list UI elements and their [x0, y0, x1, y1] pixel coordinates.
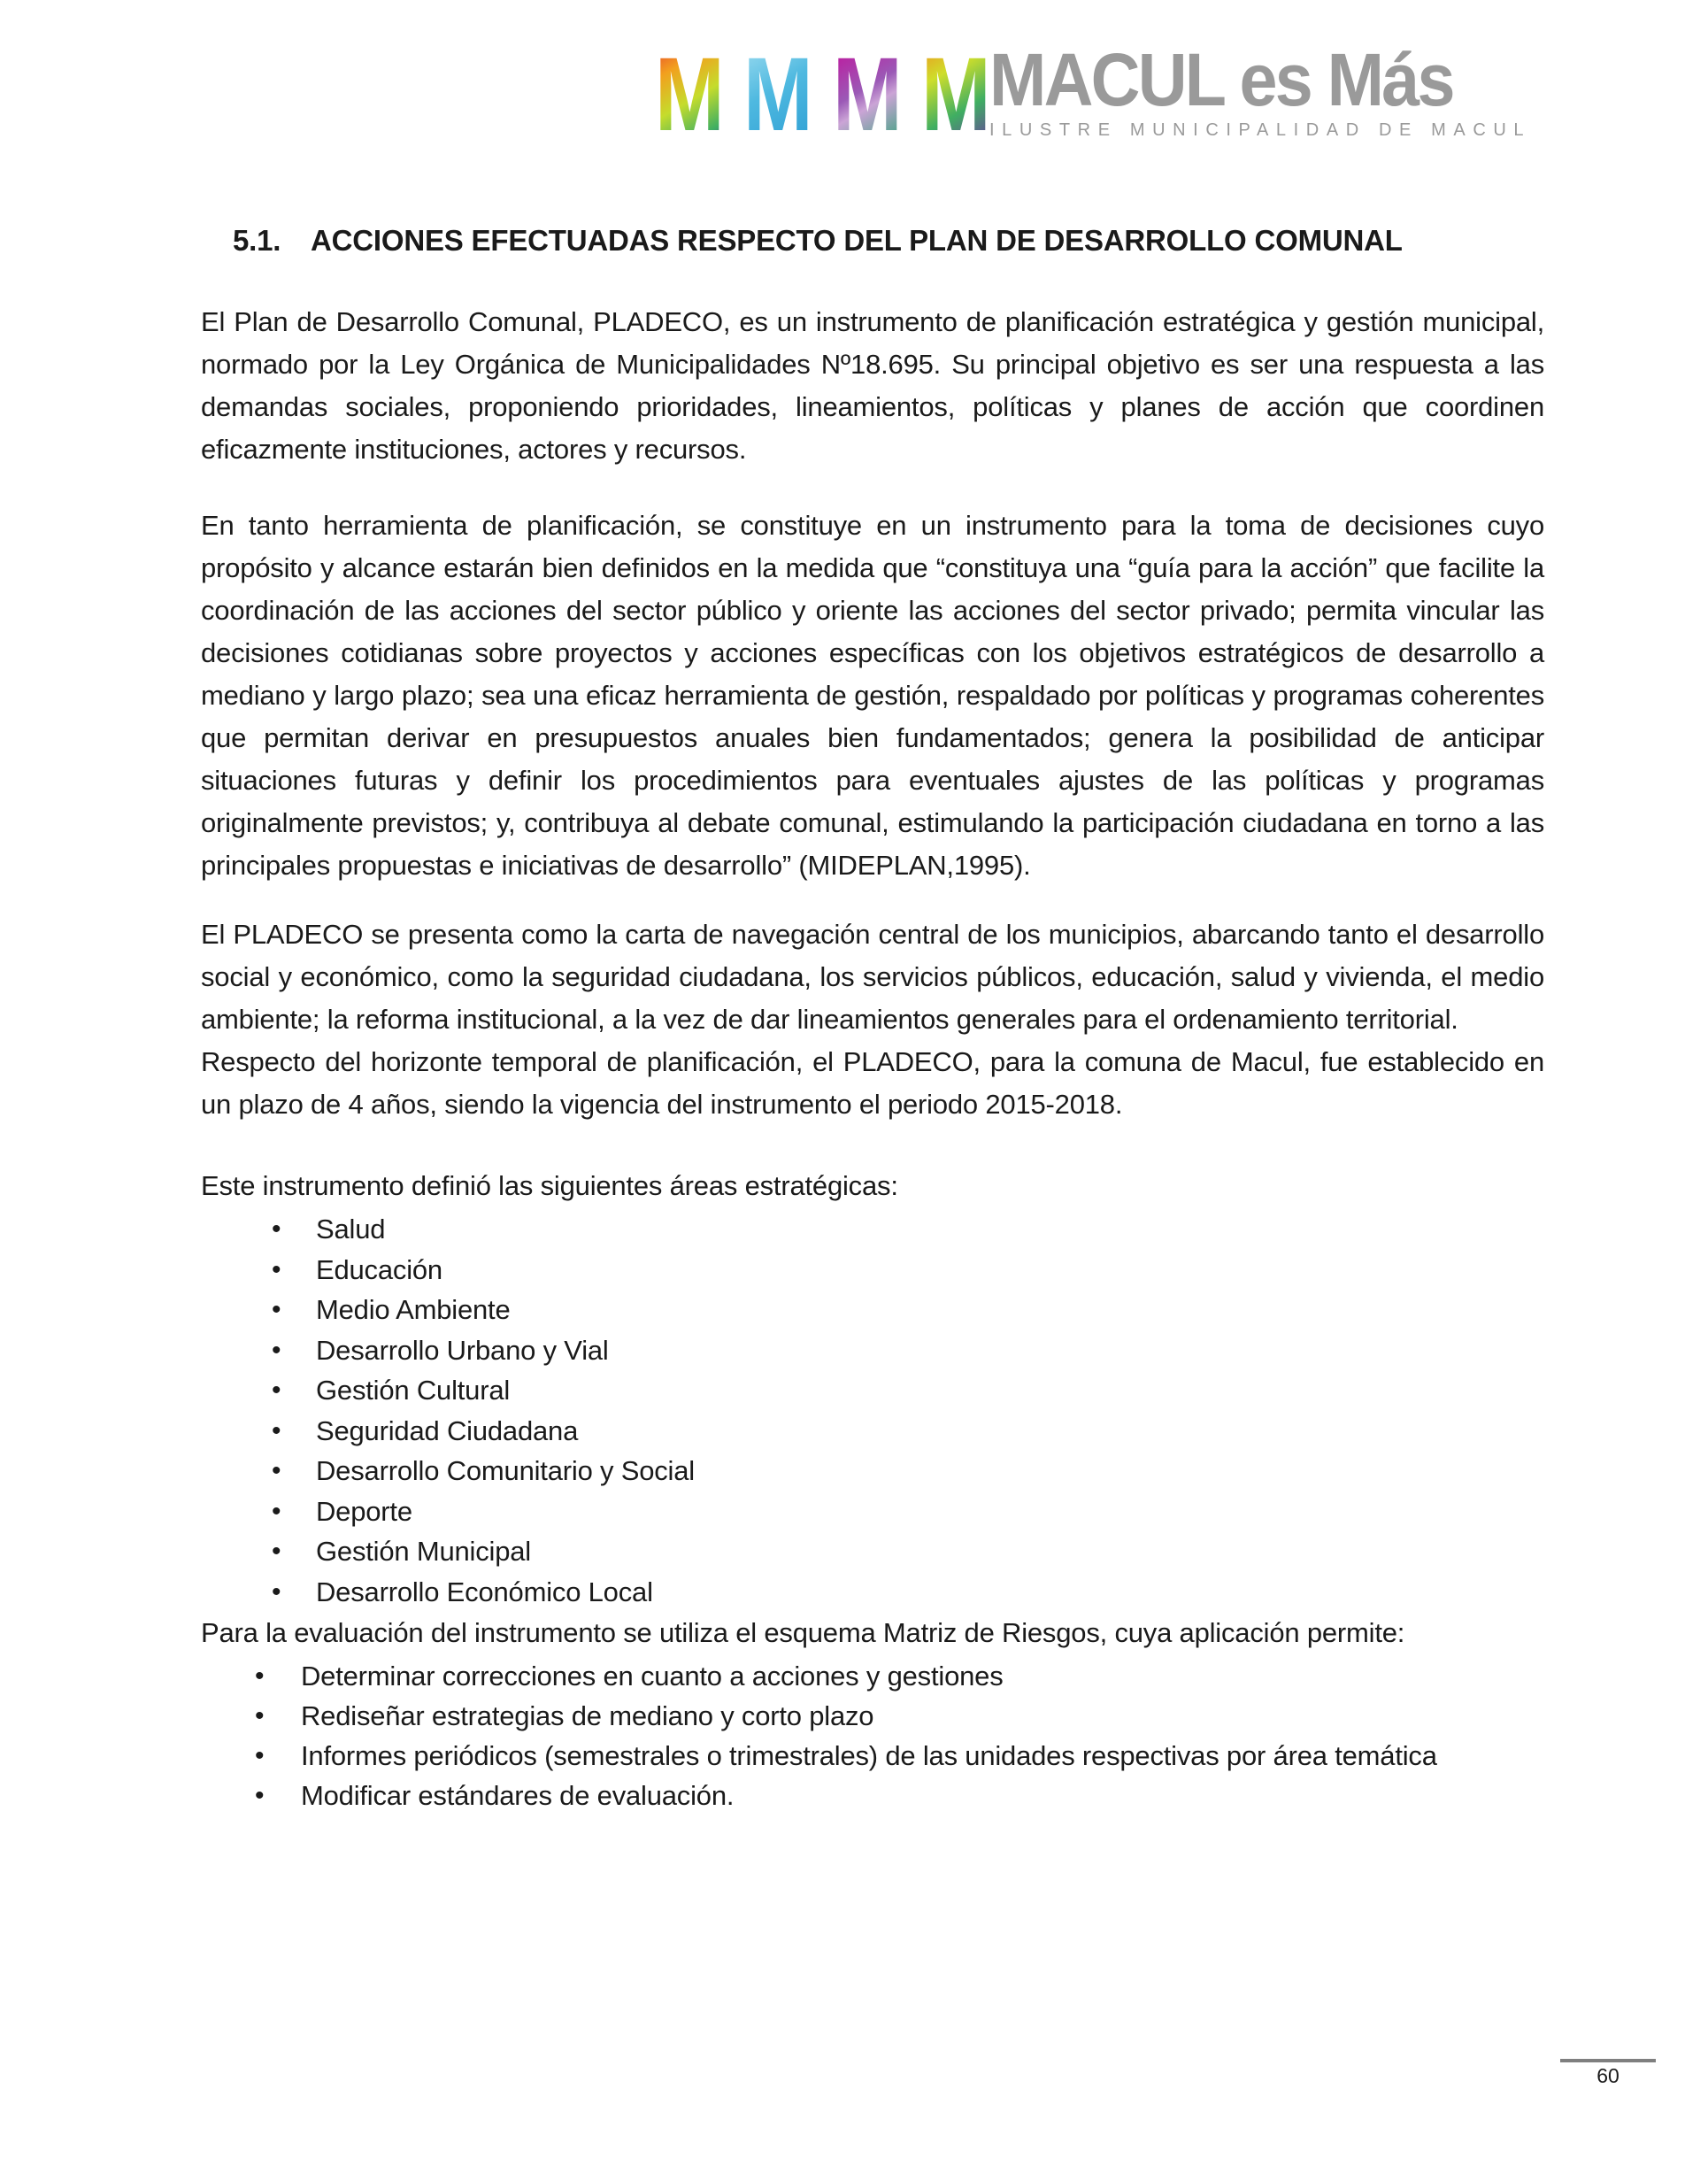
- list-item: • Determinar correcciones en cuanto a acciones y gestiones: [255, 1656, 1544, 1696]
- section-number: 5.1.: [233, 224, 281, 257]
- logo-subtitle: ILUSTRE MUNICIPALIDAD DE MACUL: [989, 120, 1532, 140]
- logo-m-icon: M: [655, 36, 722, 153]
- list-item: • Desarrollo Urbano y Vial: [272, 1330, 1544, 1371]
- logo-m-icon: M: [832, 36, 900, 153]
- page-footer: [1560, 2059, 1656, 2087]
- list-item: • Modificar estándares de evaluación.: [255, 1776, 1544, 1815]
- list-item: • Gestión Cultural: [272, 1370, 1544, 1411]
- paragraph-navigation-chart: El PLADECO se presenta como la carta de navegación central de los municipios, abarcando tanto el desarrollo social y económico, como la seguridad ciudadana, los servicios públicos, educación, salud y vivienda, el medio ambiente; la reforma institucional, a la vez de dar lineamientos generales para el ordenamiento territorial.: [201, 919, 1544, 1035]
- paragraph-pladeco-definition: El Plan de Desarrollo Comunal, PLADECO, es un instrumento de planificación estratégica y gestión municipal, normado por la Ley Orgánica de Municipalidades Nº18.695. Su principal objetivo es ser una respuesta a las demandas sociales, proponiendo prioridades, lineamientos, políticas y planes de acción que coordinen eficazmente instituciones, actores y recursos.: [201, 306, 1544, 465]
- list-item: • Informes periódicos (semestrales o trimestrales) de las unidades respectivas por área temática: [255, 1736, 1544, 1776]
- paragraph-strategic-areas-intro: Este instrumento definió las siguientes áreas estratégicas:: [201, 1170, 898, 1201]
- list-item: • Gestión Municipal: [272, 1531, 1544, 1572]
- list-item: • Medio Ambiente: [272, 1290, 1544, 1330]
- list-item: • Deporte: [272, 1491, 1544, 1532]
- logo-m-icon: M: [743, 36, 811, 153]
- list-item: • Rediseñar estrategias de mediano y corto plazo: [255, 1696, 1544, 1736]
- document-body: [201, 223, 1544, 1815]
- page-number: 60: [1596, 2064, 1620, 2087]
- logo-wordmark: [989, 38, 1532, 141]
- logo-mmmm-mark: [655, 36, 1004, 153]
- list-item: • Seguridad Ciudadana: [272, 1411, 1544, 1452]
- list-item: • Desarrollo Comunitario y Social: [272, 1451, 1544, 1491]
- strategic-areas-list: [272, 1209, 1544, 1612]
- section-title: ACCIONES EFECTUADAS RESPECTO DEL PLAN DE DESARROLLO COMUNAL: [311, 224, 1403, 257]
- list-item: • Salud: [272, 1209, 1544, 1250]
- section-heading: [201, 223, 1544, 258]
- paragraph-planning-tool: En tanto herramienta de planificación, se constituye en un instrumento para la toma de decisiones cuyo propósito y alcance estarán bien definidos en la medida que “constituya una “guía para la acción” que facilite la coordinación de las acciones del sector público y oriente las acciones del sector privado; permita vincular las decisiones cotidianas sobre proyectos y acciones específicas con los objetivos estratégicos de desarrollo a mediano y largo plazo; sea una eficaz herramienta de gestión, respaldado por políticas y programas coherentes que permitan derivar en presupuestos anuales bien fundamentados; genera la posibilidad de anticipar situaciones futuras y definir los procedimientos para eventuales ajustes de las políticas y programas originalmente previstos; y, contribuya al debate comunal, estimulando la participación ciudadana en torno a las principales propuestas e iniciativas de desarrollo” (MIDEPLAN,1995).: [201, 510, 1544, 881]
- footer-rule: [1560, 2059, 1656, 2062]
- list-item: • Educación: [272, 1250, 1544, 1291]
- list-item: • Desarrollo Económico Local: [272, 1572, 1544, 1613]
- logo-m-icon: M: [920, 36, 989, 153]
- paragraph-risk-matrix-intro: Para la evaluación del instrumento se utiliza el esquema Matriz de Riesgos, cuya aplicación permite:: [201, 1617, 1405, 1648]
- risk-matrix-uses-list: [255, 1656, 1544, 1815]
- logo-title: MACUL es Más: [989, 38, 1453, 121]
- paragraph-time-horizon: Respecto del horizonte temporal de planificación, el PLADECO, para la comuna de Macul, fue establecido en un plazo de 4 años, siendo la vigencia del instrumento el periodo 2015-2018.: [201, 1046, 1544, 1120]
